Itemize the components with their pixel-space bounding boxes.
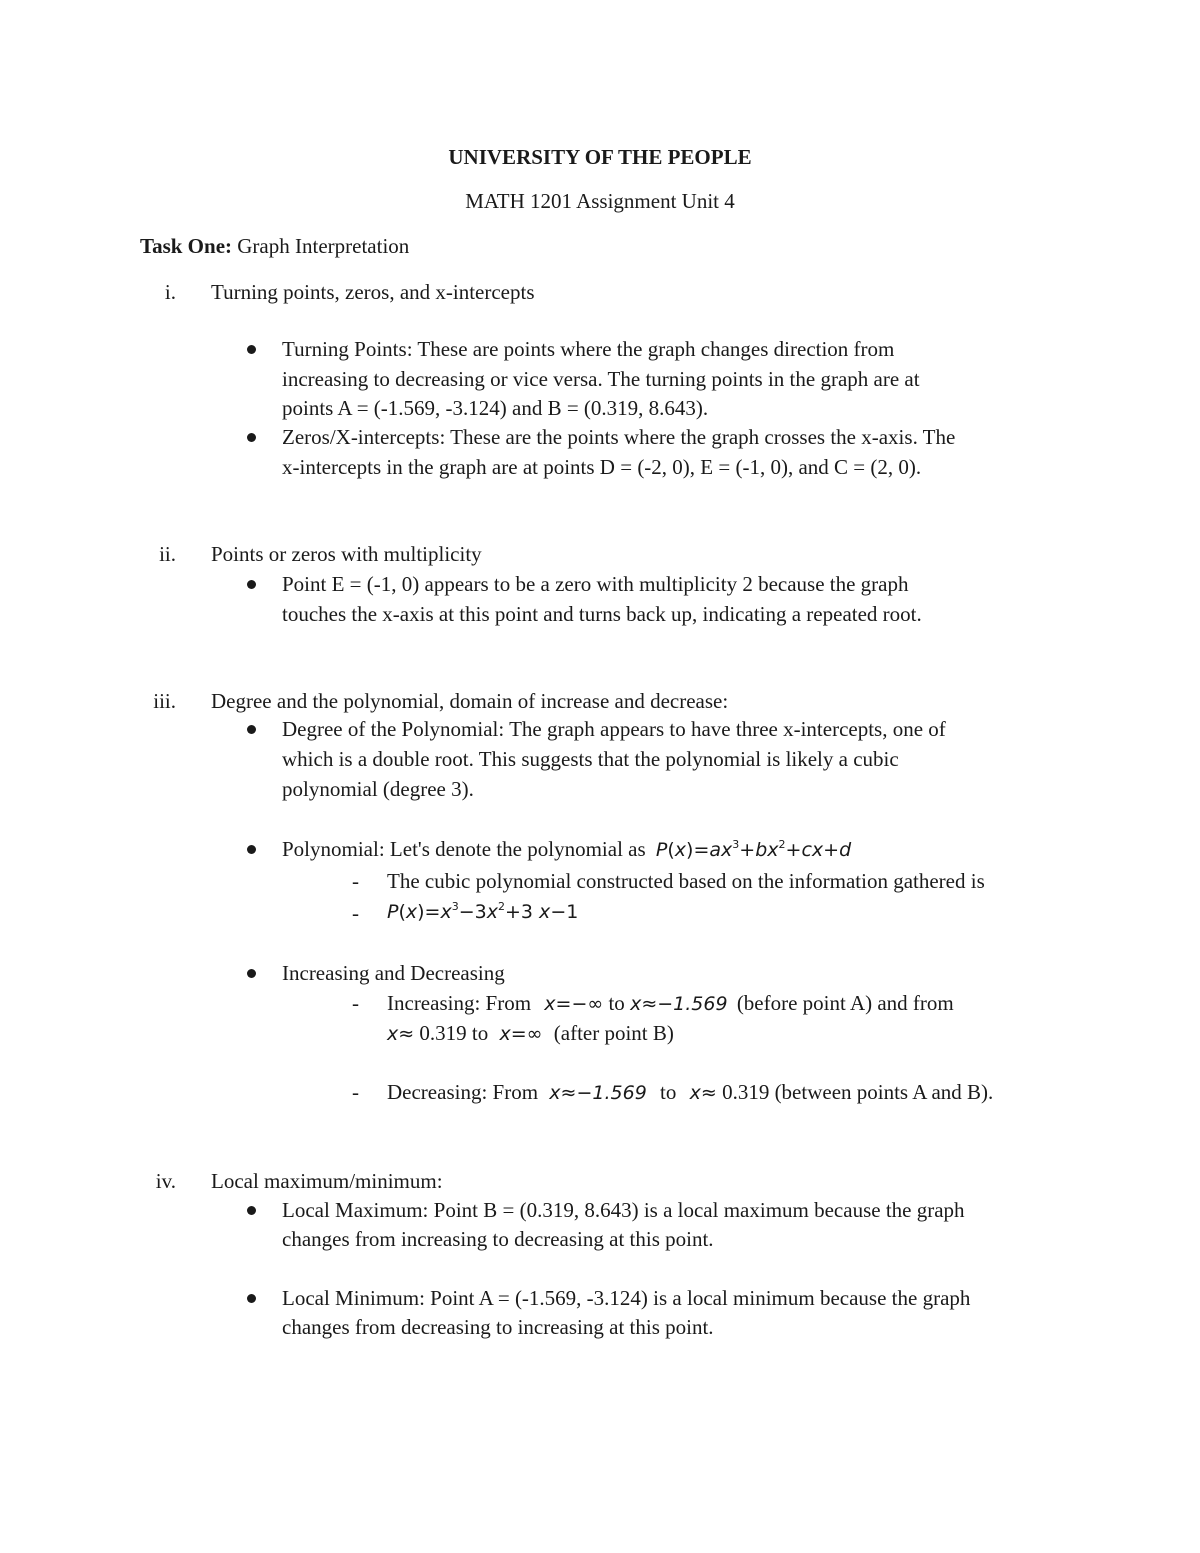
dash-icon: - <box>352 869 359 893</box>
value-pos: 0.319 <box>722 1080 770 1104</box>
value-pos: 0.319 <box>419 1021 467 1045</box>
math-x-approx: x≈− <box>630 993 674 1015</box>
bullet-line: Degree of the Polynomial: The graph appears to have three x-intercepts, one of <box>282 717 946 741</box>
bullet-line: Zeros/X-intercepts: These are the points where the graph crosses the x-axis. The <box>282 425 956 449</box>
to-word: to <box>471 1021 489 1045</box>
bullet-line: Local Minimum: Point A = (-1.569, -3.124) is a local minimum because the graph <box>282 1286 971 1310</box>
bullet-line: polynomial (degree 3). <box>282 777 474 801</box>
math-x-approx: x≈ <box>689 1082 717 1104</box>
increasing-label: Increasing: From <box>387 991 532 1015</box>
bullet-icon <box>247 345 256 354</box>
dash-icon: - <box>352 1080 359 1104</box>
math-x-infinity: x=∞ <box>499 1023 543 1045</box>
section-numeral: iv. <box>155 1169 176 1193</box>
bullet-line: Local Maximum: Point B = (0.319, 8.643) is a local maximum because the graph <box>282 1198 965 1222</box>
math-x-approx: x≈ <box>387 1023 415 1045</box>
increasing-line-2 <box>387 1023 674 1044</box>
section-heading: Points or zeros with multiplicity <box>211 542 482 566</box>
to-word: to <box>608 991 625 1015</box>
increasing-line <box>387 993 954 1014</box>
bullet-icon <box>247 1206 256 1215</box>
section-heading: Degree and the polynomial, domain of increase and decrease: <box>211 689 729 713</box>
bullet-line: increasing to decreasing or vice versa. The turning points in the graph are at <box>282 367 920 391</box>
bullet-line: changes from decreasing to increasing at this point. <box>282 1315 714 1339</box>
task-label: Task One: <box>140 234 233 258</box>
bullet-icon <box>247 580 256 589</box>
bullet-line: changes from increasing to decreasing at this point. <box>282 1227 714 1251</box>
task-title: Graph Interpretation <box>237 234 410 258</box>
section-heading: Local maximum/minimum: <box>211 1169 443 1193</box>
bullet-icon <box>247 969 256 978</box>
math-x-approx: x≈− <box>549 1082 593 1104</box>
increasing-before: (before point A) and from <box>736 991 954 1015</box>
to-word: to <box>660 1080 677 1104</box>
bullet-line: which is a double root. This suggests that the polynomial is likely a cubic <box>282 747 899 771</box>
dash-icon: - <box>352 901 359 925</box>
bullet-icon <box>247 845 256 854</box>
section-numeral: i. <box>164 280 176 304</box>
polynomial-general-form: $P(x)=ax^3+bx^2+cx+d$ <box>655 838 852 861</box>
polynomial-constructed: $P(x)=x^3-3x^2+3$ x−1 <box>387 900 579 923</box>
bullet-line: Increasing and Decreasing <box>282 961 505 985</box>
polynomial-lead: Polynomial: Let's denote the polynomial as <box>282 837 646 861</box>
course-title: MATH 1201 Assignment Unit 4 <box>465 189 735 213</box>
section-numeral: iii. <box>153 689 176 713</box>
bullet-icon <box>247 1294 256 1303</box>
bullet-line: touches the x-axis at this point and turns back up, indicating a repeated root. <box>282 602 922 626</box>
increasing-after: (after point B) <box>553 1021 674 1045</box>
dash-icon: - <box>352 991 359 1015</box>
section-heading: Turning points, zeros, and x-intercepts <box>211 280 535 304</box>
value-neg: 1.569 <box>592 1082 647 1104</box>
bullet-line <box>282 839 851 860</box>
decreasing-line <box>387 1082 993 1103</box>
decreasing-label: Decreasing: From <box>387 1080 539 1104</box>
institution-title: UNIVERSITY OF THE PEOPLE <box>448 145 752 169</box>
section-numeral: ii. <box>159 542 176 566</box>
bullet-line: x-intercepts in the graph are at points D = (-2, 0), E = (-1, 0), and C = (2, 0). <box>282 455 922 479</box>
bullet-line: Turning Points: These are points where the graph changes direction from <box>282 337 895 361</box>
bullet-line: Point E = (-1, 0) appears to be a zero with multiplicity 2 because the graph <box>282 572 909 596</box>
math-x-neg-infinity: x=−∞ <box>544 993 604 1015</box>
dash-line: The cubic polynomial constructed based on the information gathered is <box>387 869 985 893</box>
task-heading <box>140 236 409 257</box>
decreasing-between: (between points A and B). <box>774 1080 994 1104</box>
bullet-icon <box>247 725 256 734</box>
bullet-line: points A = (-1.569, -3.124) and B = (0.319, 8.643). <box>282 396 709 420</box>
value-neg: 1.569 <box>673 993 728 1015</box>
bullet-icon <box>247 433 256 442</box>
